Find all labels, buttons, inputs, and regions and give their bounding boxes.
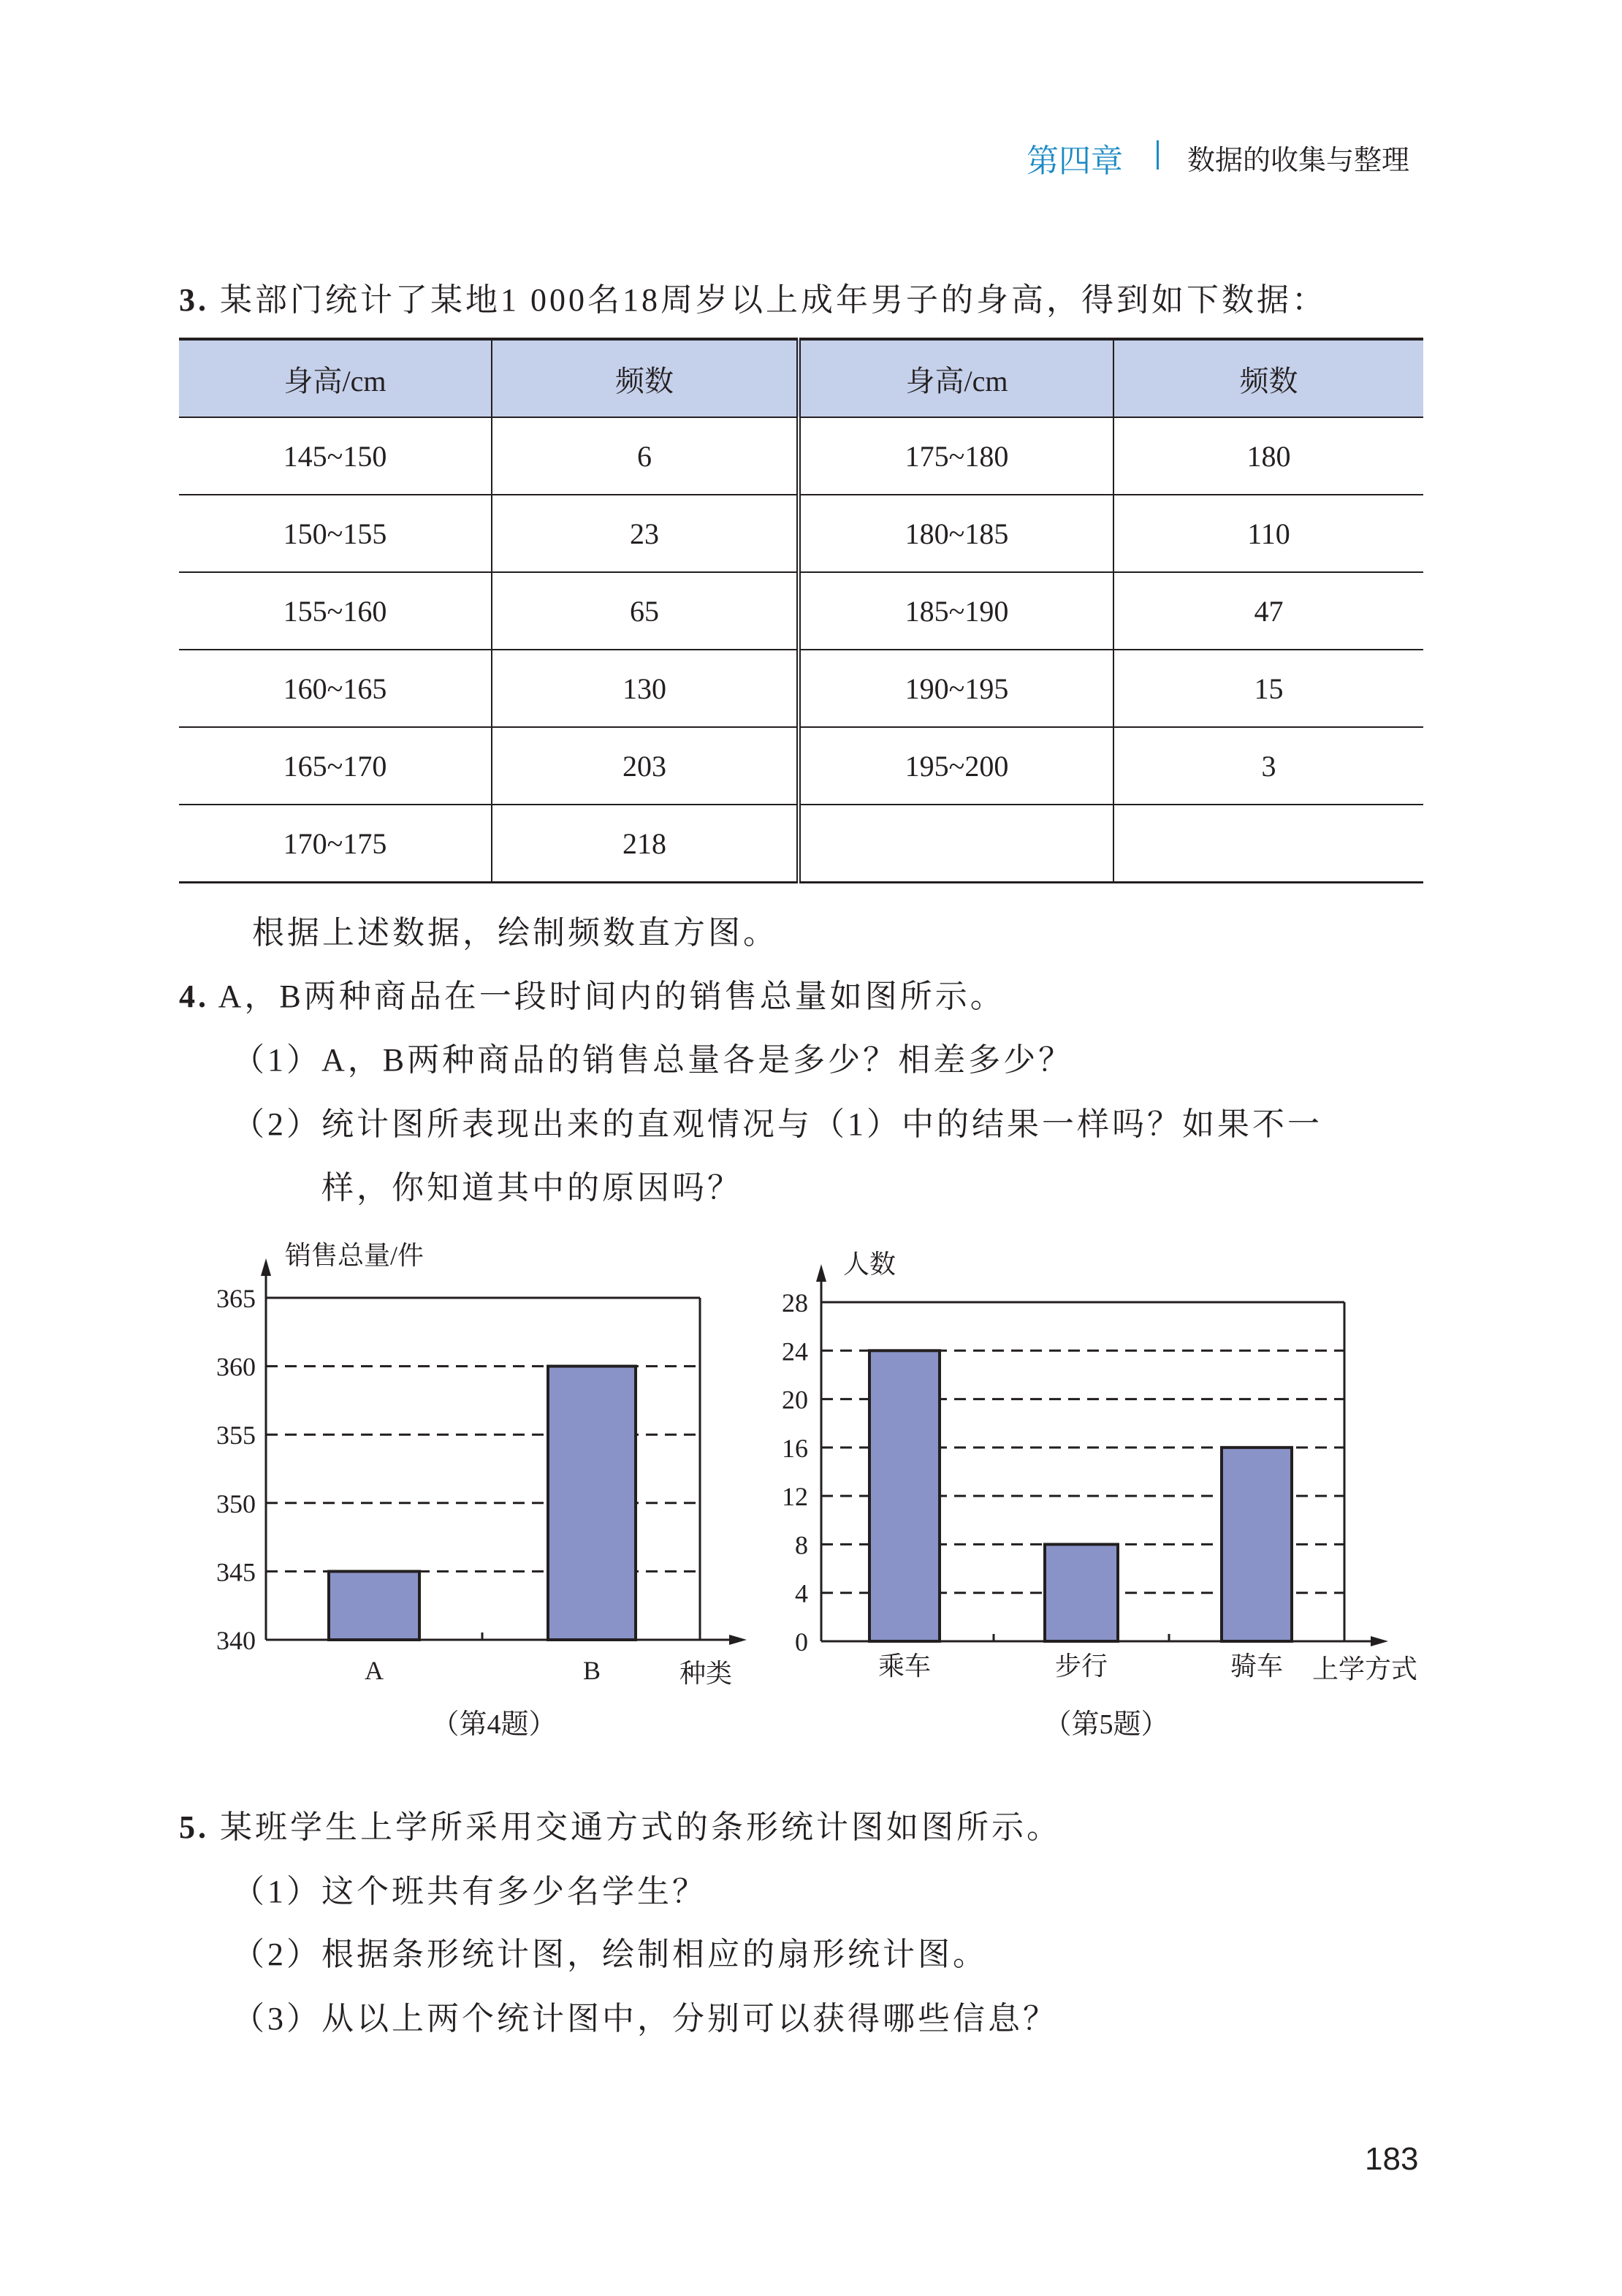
q4-sub1: （1）A，B两种商品的销售总量各是多少？相差多少？ (232, 1042, 1074, 1078)
q4-sub2: （2）统计图所表现出来的直观情况与（1）中的结果一样吗？如果不一 (232, 1106, 1322, 1142)
q4-number: 4. (179, 978, 209, 1014)
x-axis-label: 种类 (679, 1659, 733, 1688)
q3-number: 3. (179, 282, 209, 318)
q5-text: 某班学生上学所采用交通方式的条形统计图如图所示。 (220, 1809, 1062, 1845)
table-cell: 160~165 (179, 650, 492, 727)
y-tick-label: 340 (216, 1626, 256, 1655)
table-cell: 195~200 (799, 727, 1113, 805)
q3-text: 某部门统计了某地1 000名18周岁以上成年男子的身高，得到如下数据： (220, 282, 1327, 318)
y-tick-label: 355 (216, 1421, 256, 1451)
y-tick-label: 345 (216, 1557, 256, 1587)
header-frequency: 频数 (492, 339, 799, 417)
bar-3 (1222, 1448, 1292, 1641)
table-cell: 175~180 (799, 417, 1113, 495)
y-tick-label: 350 (216, 1489, 256, 1518)
table-cell: 145~150 (179, 417, 492, 495)
x-category-label: 步行 (1054, 1651, 1108, 1681)
table-cell: 180~185 (799, 495, 1113, 572)
y-axis-arrow-icon (816, 1264, 826, 1282)
x-axis-arrow-icon (1371, 1636, 1388, 1646)
q5-line (179, 1801, 1062, 1847)
table-cell: 165~170 (179, 727, 492, 805)
q4-sub2-cont: 样，你知道其中的原因吗？ (321, 1170, 742, 1206)
header-height-2: 身高/cm (799, 339, 1113, 417)
q4-text: A，B两种商品在一段时间内的销售总量如图所示。 (218, 978, 1005, 1014)
table-cell: 65 (492, 572, 799, 650)
x-axis-label: 上学方式 (1312, 1654, 1418, 1684)
table-cell: 218 (492, 805, 799, 883)
table-cell: 110 (1113, 495, 1423, 572)
x-category-label: B (582, 1656, 601, 1685)
y-tick-label: 20 (782, 1385, 808, 1415)
table-cell: 47 (1113, 572, 1423, 650)
q3-instruction: 根据上述数据，绘制频数直方图。 (252, 915, 778, 951)
bar-2 (1045, 1544, 1118, 1641)
page-number: 183 (1365, 2141, 1419, 2177)
q5-sub3: （3）从以上两个统计图中，分别可以获得哪些信息？ (232, 2001, 1058, 2037)
q5-sub1: （1）这个班共有多少名学生？ (232, 1874, 707, 1909)
header-frequency-2: 频数 (1113, 339, 1423, 417)
q5-number: 5. (179, 1809, 209, 1845)
chapter-label: 第四章 (1027, 142, 1123, 180)
table-cell: 150~155 (179, 495, 492, 572)
y-axis-arrow-icon (261, 1258, 271, 1276)
y-axis-label: 销售总量/件 (285, 1241, 424, 1270)
table-cell: 155~160 (179, 572, 492, 650)
table-cell: 185~190 (799, 572, 1113, 650)
table-cell: 130 (492, 650, 799, 727)
y-tick-label: 8 (795, 1530, 808, 1560)
q5-sub2: （2）根据条形统计图，绘制相应的扇形统计图。 (232, 1936, 988, 1972)
y-axis-label: 人数 (843, 1250, 896, 1279)
y-tick-label: 4 (795, 1578, 808, 1608)
table-cell: 203 (492, 727, 799, 805)
y-tick-label: 360 (216, 1352, 256, 1382)
chart-caption: （第5题） (1043, 1709, 1169, 1740)
chart-caption: （第4题） (431, 1709, 557, 1740)
table-cell: 170~175 (179, 805, 492, 883)
table-cell: 180 (1113, 417, 1423, 495)
y-tick-label: 16 (782, 1433, 808, 1463)
bar-2 (548, 1366, 636, 1640)
header-height: 身高/cm (179, 339, 492, 417)
y-tick-label: 24 (782, 1337, 808, 1366)
chapter-title: 数据的收集与整理 (1187, 144, 1410, 176)
x-category-label: 骑车 (1230, 1651, 1284, 1681)
y-tick-label: 365 (216, 1284, 256, 1313)
x-axis-arrow-icon (729, 1635, 747, 1645)
bar-1 (869, 1350, 940, 1641)
table-cell: 23 (492, 495, 799, 572)
y-tick-label: 12 (782, 1482, 808, 1512)
table-cell: 190~195 (799, 650, 1113, 727)
x-category-label: 乘车 (877, 1651, 932, 1681)
table-cell: 15 (1113, 650, 1423, 727)
bar-1 (329, 1571, 419, 1640)
table-cell: 6 (492, 417, 799, 495)
table-cell: 3 (1113, 727, 1423, 805)
y-tick-label: 28 (782, 1288, 808, 1318)
y-tick-label: 0 (795, 1627, 808, 1657)
x-category-label: A (365, 1656, 384, 1685)
